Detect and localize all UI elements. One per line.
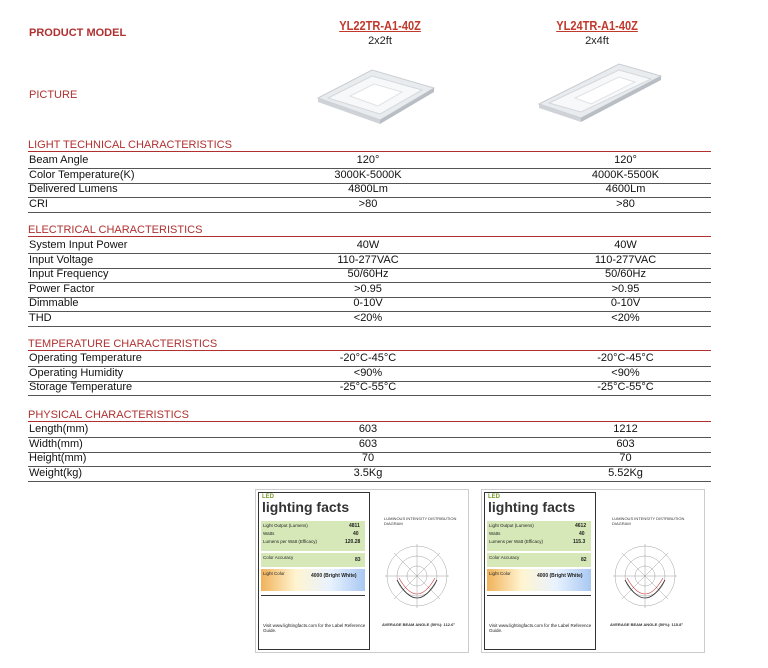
spec-label: Dimmable: [29, 297, 79, 309]
watts-value: 40: [353, 531, 359, 537]
spec-value-model-2: 5.52Kg: [608, 466, 643, 479]
cri-label: Color Accuracy: [489, 555, 520, 560]
spec-row: [28, 467, 711, 482]
spec-label: Height(mm): [29, 452, 87, 464]
spec-row: [28, 198, 711, 213]
spec-value-model-2: <20%: [611, 311, 640, 324]
spec-label: Color Temperature(K): [29, 168, 135, 181]
product-model-label: PRODUCT MODEL: [29, 27, 127, 39]
reference-text: Visit www.lightingfacts.com for the Label Reference Guide.: [263, 623, 366, 633]
spec-label: Input Frequency: [29, 268, 109, 280]
spec-row: [28, 183, 711, 198]
lighting-facts-card-1: [255, 489, 469, 653]
light-output-label: Light Output (Lumens): [489, 523, 534, 528]
spec-label: CRI: [29, 197, 48, 210]
lf-panel: [258, 492, 370, 650]
spec-value-model-2: 603: [616, 437, 635, 450]
watts-value: 40: [579, 531, 585, 537]
spec-value-model-1: 110-277VAC: [337, 253, 399, 266]
cri-label: Color Accuracy: [263, 555, 294, 560]
spec-value-model-2: <90%: [611, 366, 640, 379]
spec-label: Input Voltage: [29, 253, 94, 266]
spec-label: Operating Humidity: [29, 366, 124, 379]
spec-label: Power Factor: [29, 282, 95, 295]
spec-row: [28, 452, 711, 467]
spec-value-model-1: 603: [358, 423, 378, 435]
product-image-1: [310, 60, 440, 125]
spec-value-model-1: 3.5Kg: [353, 466, 383, 479]
model-2-size: 2x4ft: [585, 35, 609, 47]
spec-value-model-1: >80: [358, 197, 378, 210]
efficacy-label: Lumens per Watt (Efficacy): [263, 539, 318, 544]
spec-value-model-2: >0.95: [611, 282, 640, 295]
spec-row: [28, 283, 711, 298]
model-1-header: [320, 17, 440, 47]
spec-value-model-1: -25°C-55°C: [339, 381, 397, 393]
spec-value-model-1: 3000K-5000K: [334, 168, 402, 181]
spec-value-model-2: 1212: [613, 423, 638, 435]
spec-value-model-2: 50/60Hz: [605, 268, 646, 280]
cct-label: Light Color: [489, 571, 511, 576]
spec-value-model-1: 120°: [356, 154, 380, 166]
spec-row: [28, 154, 711, 169]
spec-value-model-1: <20%: [353, 311, 383, 324]
spec-value-model-2: 110-277VAC: [594, 253, 657, 266]
lighting-facts-logo: lighting facts: [488, 499, 576, 515]
spec-value-model-1: >0.95: [354, 282, 382, 295]
light-output-label: Light Output (Lumens): [263, 523, 308, 528]
spec-value-model-1: <90%: [353, 366, 383, 379]
spec-label: Operating Temperature: [29, 352, 142, 364]
spec-row: [28, 312, 711, 327]
section-title-electrical: ELECTRICAL CHARACTERISTICS: [28, 224, 711, 237]
polar-diagram: [610, 524, 680, 624]
model-1-size: 2x2ft: [368, 35, 392, 47]
polar-diagram: [382, 524, 452, 624]
watts-label: Watts: [489, 531, 501, 536]
spec-label: THD: [29, 311, 52, 324]
spec-row: [28, 254, 711, 269]
spec-value-model-2: >80: [616, 197, 635, 210]
picture-label: PICTURE: [29, 89, 78, 101]
beam-angle-text: AVERAGE BEAM ANGLE (50%): 112.6°: [382, 622, 455, 627]
spec-value-model-1: -20°C-45°C: [339, 352, 397, 364]
light-output-value: 4612: [575, 523, 587, 529]
spec-value-model-2: 4000K-5500K: [591, 168, 660, 181]
spec-value-model-2: 40W: [614, 239, 637, 251]
lighting-facts-logo: lighting facts: [262, 499, 350, 515]
spec-label: Width(mm): [29, 437, 83, 450]
led-badge: LED: [262, 494, 274, 500]
spec-value-model-2: 120°: [614, 154, 637, 166]
spec-label: Length(mm): [29, 423, 89, 435]
spec-row: [28, 367, 711, 382]
spec-value-model-2: 70: [619, 452, 632, 464]
spec-value-model-2: -25°C-55°C: [597, 381, 654, 393]
spec-row: [28, 381, 711, 396]
spec-label: Delivered Lumens: [29, 183, 118, 195]
spec-row: [28, 268, 711, 283]
spec-row: [28, 169, 711, 184]
spec-label: Storage Temperature: [29, 381, 133, 393]
spec-value-model-2: 0-10V: [610, 297, 641, 309]
spec-row: [28, 423, 711, 438]
spec-row: [28, 352, 711, 367]
watts-label: Watts: [263, 531, 275, 536]
model-2-name: YL24TR-A1-40Z: [556, 18, 638, 33]
model-2-header: [537, 17, 657, 47]
light-output-value: 4811: [349, 523, 360, 529]
efficacy-value: 115.3: [573, 539, 586, 545]
spec-row: [28, 297, 711, 312]
spec-value-model-1: 70: [361, 452, 375, 464]
beam-angle-text: AVERAGE BEAM ANGLE (50%): 115.8°: [610, 622, 683, 627]
spec-value-model-1: 0-10V: [353, 297, 383, 309]
spec-row: [28, 438, 711, 453]
reference-text: Visit www.lightingfacts.com for the Label Reference Guide.: [489, 623, 592, 633]
cct-value: 4000 (Bright White): [537, 573, 583, 579]
model-1-name: YL22TR-A1-40Z: [339, 18, 421, 33]
section-title-light: LIGHT TECHNICAL CHARACTERISTICS: [28, 139, 711, 152]
cct-value: 4000 (Bright White): [311, 573, 357, 579]
spec-value-model-2: -20°C-45°C: [597, 352, 654, 364]
lf-panel: [484, 492, 596, 650]
spec-label: Weight(kg): [29, 466, 82, 479]
spec-label: Beam Angle: [29, 154, 89, 166]
efficacy-value: 120.28: [345, 539, 361, 545]
spec-value-model-1: 4800Lm: [348, 183, 388, 195]
cct-label: Light Color: [263, 571, 285, 576]
section-title-physical: PHYSICAL CHARACTERISTICS: [28, 409, 711, 422]
efficacy-label: Lumens per Watt (Efficacy): [489, 539, 544, 544]
led-badge: LED: [488, 494, 500, 500]
spec-value-model-1: 603: [358, 437, 378, 450]
spec-label: System Input Power: [29, 239, 128, 251]
spec-row: [28, 239, 711, 254]
product-image-2: [535, 58, 665, 126]
lighting-facts-card-2: [481, 489, 705, 653]
spec-value-model-1: 50/60Hz: [347, 268, 389, 280]
cri-value: 83: [355, 557, 361, 563]
cri-value: 82: [581, 557, 587, 563]
spec-value-model-2: 4600Lm: [605, 183, 646, 195]
section-title-temperature: TEMPERATURE CHARACTERISTICS: [28, 338, 711, 351]
spec-value-model-1: 40W: [356, 239, 380, 251]
polar-title: LUMINOUS INTENSITY DISTRIBUTION DIAGRAM: [384, 516, 457, 526]
polar-title: LUMINOUS INTENSITY DISTRIBUTION DIAGRAM: [612, 516, 685, 526]
